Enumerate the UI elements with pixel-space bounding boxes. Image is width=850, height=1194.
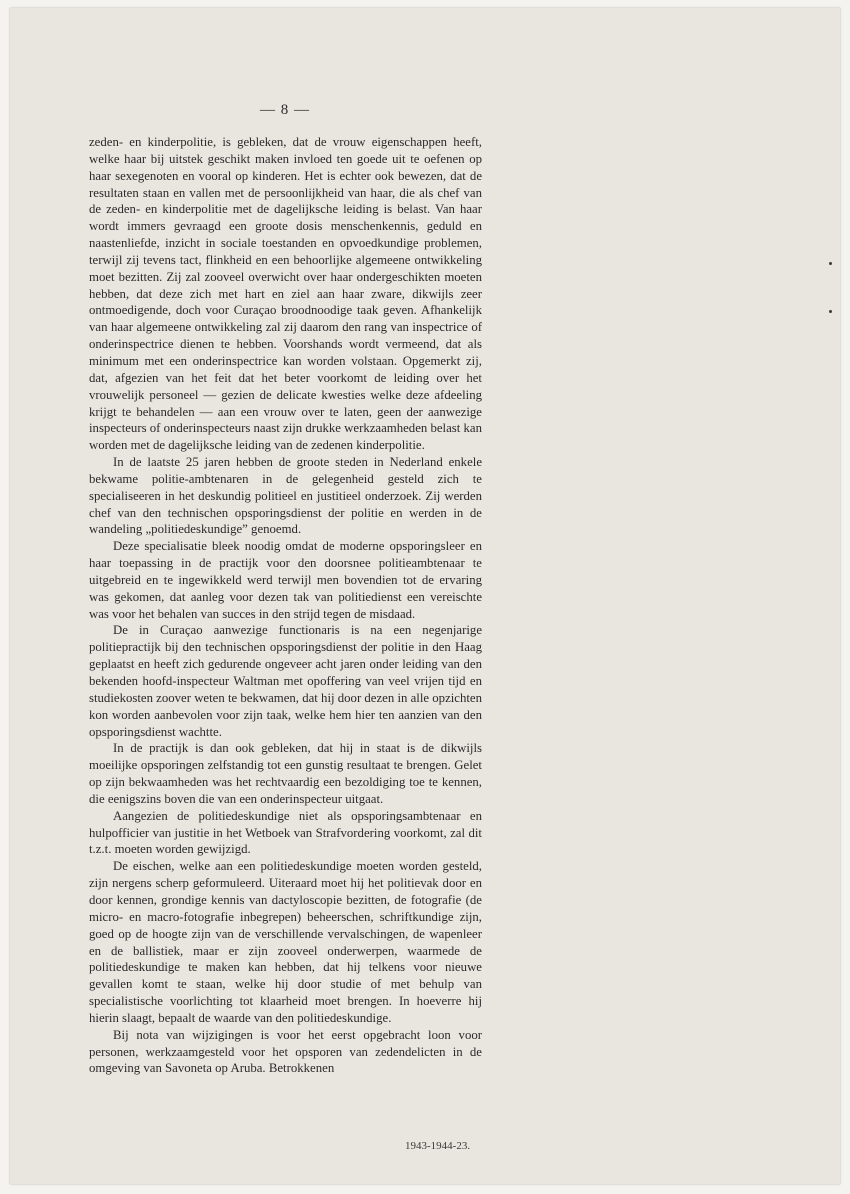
paragraph-politiedeskundige-origin: In de laatste 25 jaren hebben de groote steden in Nederland enkele bekwame politie-ambtenaren in de gelegenheid gesteld zich te specialiseeren in het deskundig politieel en justitieel onderzoek. Zij werden chef van den technischen opsporingsdienst der politie en werden in de wandeling „politiedeskundige” genoemd. [89,455,482,537]
body-text [89,134,482,1077]
paragraph-nota-wijzigingen: Bij nota van wijzigingen is voor het eerst opgebracht loon voor personen, werkzaamgesteld voor het opsporen van zedendelicten in de omgeving van Savoneta op Aruba. Betrokkenen [89,1027,482,1076]
paragraph-eischen: De eischen, welke aan een politiedeskundige moeten worden gesteld, zijn nergens scherp geformuleerd. Uiteraard moet hij het politievak door en door kennen, grondige kennis van dactyloscopie bezitten, de fotografie (de micro- en macro-fotografie inbegrepen) beheerschen, schriftkundige zijn, goed op de hoogte zijn van de verschillende vervalschingen, de wapenleer en de ballistiek, maar er zijn zooveel onderwerpen, waarmede de politiedeskundige te maken kan hebben, dat hij telkens voor nieuwe gevallen komt te staan, welke hij door studie of met behulp van specialistische voorlichting tot klaarheid moet brengen. In hoeverre hij hierin slaagt, bepaalt de waarde van den politiedeskundige. [89,859,482,1025]
paragraph-curacao-functionaris: De in Curaçao aanwezige functionaris is na een negenjarige politiepractijk bij den technischen opsporingsdienst der politie in den Haag geplaatst en heeft zich gedurende ongeveer acht jaren onder leiding van den bekenden hoofd-inspecteur Waltman met opoffering van veel vrijen tijd en studiekosten zoover weten te bekwamen, dat hij door dezen in alle opzichten kon worden aanbevolen voor zijn taak, welke hem hier ten aanzien van den opsporingsdienst wachtte. [89,623,483,739]
footer-code: 1943-1944-23. [405,1140,471,1152]
document-page [10,8,840,1184]
paragraph-strafvordering: Aangezien de politiedeskundige niet als opsporingsambtenaar en hulpofficier van justitie in het Wetboek van Strafvordering voorkomt, zal dit t.z.t. moeten worden gewijzigd. [89,808,482,857]
paragraph-zedenpolitie: zeden- en kinderpolitie, is gebleken, dat de vrouw eigenschappen heeft, welke haar bij uitstek geschikt maken invloed ten goede uit te oefenen op haar sexegenoten en vooral op kinderen. Het is echter ook bewezen, dat de resultaten staan en vallen met de persoonlijkheid van haar, die als chef van de zeden- en kinderpolitie met de dagelijksche leiding is belast. Van haar wordt immers gevraagd een groote dosis menschenkennis, geduld en naastenliefde, inzicht in sociale toestanden en opvoedkundige problemen, terwijl zij tevens tact, flinkheid en een behoorlijke algemeene ontwikkeling moet bezitten. Zij zal zooveel overwicht over haar ondergeschikten moeten hebben, dat deze zich met hart en ziel aan haar zware, dikwijls zeer ontmoedigende, doch voor Curaçao broodnoodige taak geven. Afhankelijk van haar algemeene ontwikkeling zal zij daarom den rang van inspectrice of onderinspectrice dienen te hebben. Voorshands wordt vermeend, dat als minimum met een onderinspectrice kan worden volstaan. Opgemerkt zij, dat, afgezien van het feit dat het beter voorkomt de leiding over het vrouwelijk personeel — gezien de delicate kwesties welke deze afdeeling krijgt te behandelen — aan een vrouw over te laten, geen der aanwezige inspecteurs of onderinspecteurs naast zijn drukke werkzaamheden belast kan worden met de dagelijksche leiding van de zedenen kinderpolitie. [89,135,482,453]
binding-mark-dot [829,262,832,265]
paragraph-specialisatie: Deze specialisatie bleek noodig omdat de moderne opsporingsleer en haar toepassing in de practijk voor den doorsnee politieambtenaar te uitgebreid en te ingewikkeld werd terwijl men bovendien tot de ervaring was gekomen, dat aanleg voor dezen tak van politiedienst een vereischte was voor het behalen van succes in den strijd tegen de misdaad. [89,539,482,621]
paragraph-practijk: In de practijk is dan ook gebleken, dat hij in staat is de dikwijls moeilijke opsporingen zelfstandig tot een gunstig resultaat te brengen. Gelet op zijn bekwaamheden was het rechtvaardig een bezoldiging toe te kennen, die eenigszins boven die van een onderinspecteur uitgaat. [89,741,482,806]
page-number: — 8 — [260,102,310,118]
binding-mark-dot [829,310,832,313]
